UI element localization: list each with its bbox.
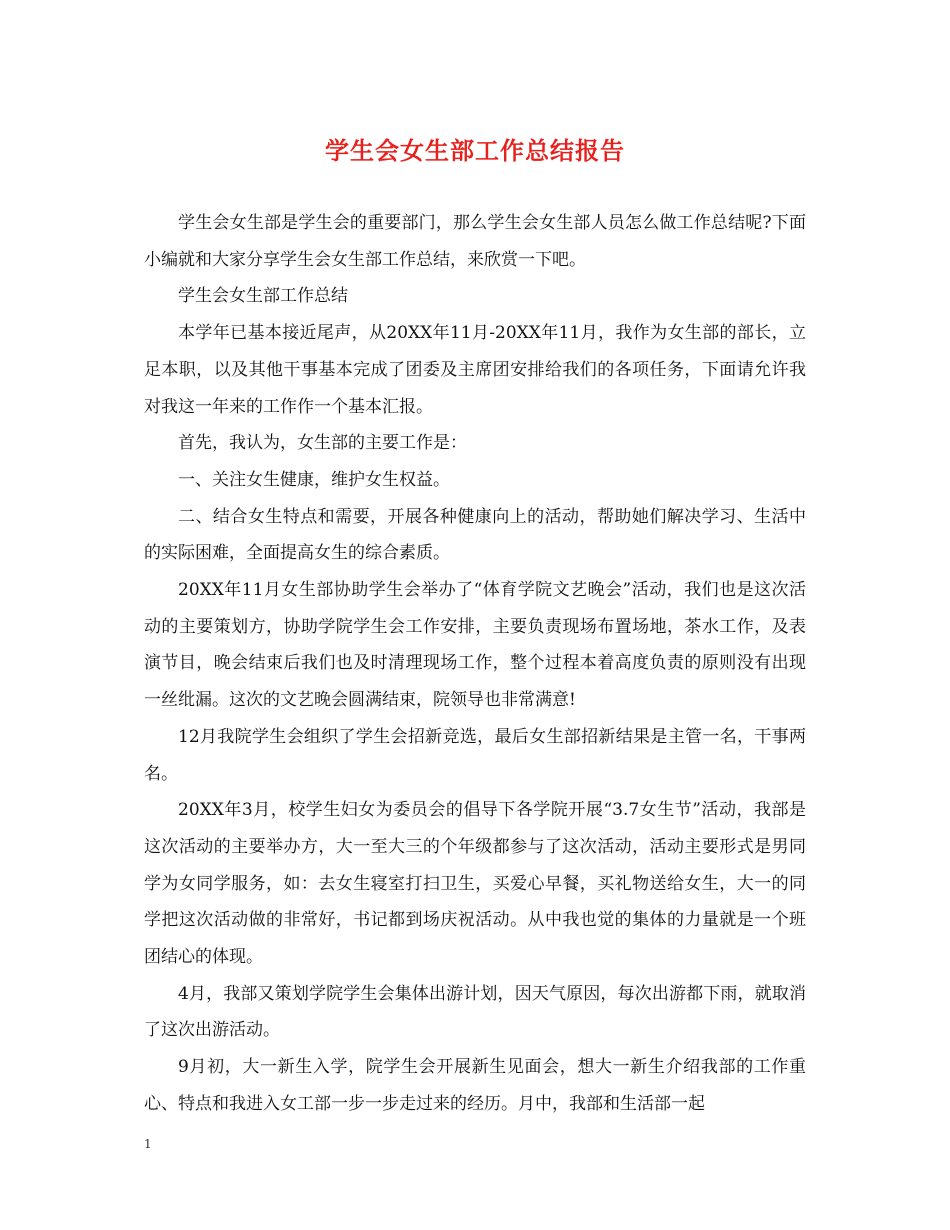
document-title: 学生会女生部工作总结报告	[325, 136, 625, 165]
page-number: 1	[144, 1137, 152, 1151]
paragraph-november-event: 20XX年11月女生部协助学生会举办了“体育学院文艺晚会”活动，我们也是这次活动的主要策划方，协助学院学生会工作安排，主要负责现场布置场地，茶水工作，及表演节目，晚会结束后我们也及时清理现场工作，整个过程本着高度负责的原则没有出现一丝纰漏。这次的文艺晚会圆满结束，院领导也非常满意!	[144, 580, 806, 711]
paragraph-point-one: 一、关注女生健康，维护女生权益。	[178, 469, 450, 490]
paragraph-september-orientation: 9月初，大一新生入学，院学生会开展新生见面会，想大一新生介绍我部的工作重心、特点和我进入女工部一步一步走过来的经历。月中，我部和生活部一起	[144, 1057, 806, 1114]
paragraph-december-recruitment: 12月我院学生会组织了学生会招新竞选，最后女生部招新结果是主管一名，干事两名。	[144, 726, 806, 784]
paragraph-main-work-intro: 首先，我认为，女生部的主要工作是：	[178, 433, 467, 454]
paragraph-april-trip: 4月，我部又策划学院学生会集体出游计划，因天气原因，每次出游都下雨，就取消了这次出游活动。	[144, 983, 806, 1041]
paragraph-point-two: 二、结合女生特点和需要，开展各种健康向上的活动，帮助她们解决学习、生活中的实际困难，全面提高女生的综合素质。	[144, 506, 806, 564]
paragraph-march-event: 20XX年3月，校学生妇女为委员会的倡导下各学院开展“3.7女生节”活动，我部是这次活动的主要举办方，大一至大三的个年级都参与了这次活动，活动主要形式是男同学为女同学服务，如：去女生寝室打扫卫生，买爱心早餐，买礼物送给女生，大一的同学把这次活动做的非常好，书记都到场庆祝活动。从中我也觉的集体的力量就是一个班团结心的体现。	[144, 800, 806, 968]
paragraph-overview: 本学年已基本接近尾声，从20XX年11月-20XX年11月，我作为女生部的部长，立足本职，以及其他干事基本完成了团委及主席团安排给我们的各项任务，下面请允许我对我这一年来的工作作一个基本汇报。	[144, 323, 806, 417]
paragraph-subtitle: 学生会女生部工作总结	[178, 286, 348, 307]
paragraph-intro: 学生会女生部是学生会的重要部门，那么学生会女生部人员怎么做工作总结呢?下面小编就和大家分享学生会女生部工作总结，来欣赏一下吧。	[144, 213, 806, 270]
document-body	[144, 205, 806, 1123]
